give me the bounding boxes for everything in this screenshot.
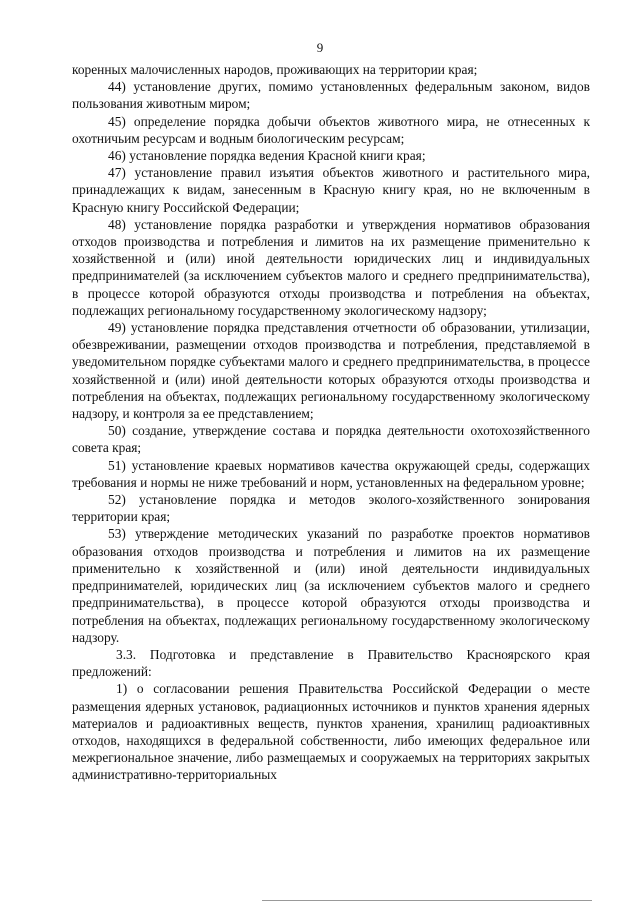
- section-heading-3-3: 3.3. Подготовка и представление в Правительство Красноярского края предложений:: [72, 646, 590, 680]
- list-item-48: 48) установление порядка разработки и утверждения нормативов образования отходов производства и потребления и лимитов на их размещение применительно к хозяйственной и (или) иной деятельности юридических лиц и индивидуальных предпринимателей (за исключением субъектов малого и среднего предпринимательства), в процессе которой образуются отходы производства и потребления на объектах, подлежащих региональному государственному экологическому надзору;: [72, 216, 590, 318]
- list-item-49: 49) установление порядка представления отчетности об образовании, утилизации, обезвреживании, размещении отходов производства и потребления, представляемой в уведомительном порядке субъектами малого и среднего предпринимательства, в процессе хозяйственной и (или) иной деятельности которых образуются отходы производства и потребления на объектах, подлежащих региональному государственному экологическому надзору, и контроля за ее представлением;: [72, 320, 590, 422]
- list-item-50: 50) создание, утверждение состава и порядка деятельности охотохозяйственного совета края;: [72, 423, 590, 456]
- list-item-44: 44) установление других, помимо установленных федеральным законом, видов пользования животным миром;: [72, 79, 590, 112]
- page-number: 9: [316, 40, 324, 55]
- scan-edge-line: [262, 900, 592, 901]
- list-item-46: 46) установление порядка ведения Красной книги края;: [108, 148, 426, 164]
- list-item-51: 51) установление краевых нормативов качества окружающей среды, содержащих требования и нормы не ниже требований и норм, установленных на федеральном уровне;: [72, 457, 590, 490]
- list-item-52: 52) установление порядка и методов эколого-хозяйственного зонирования территории края;: [72, 492, 590, 525]
- list-item-45: 45) определение порядка добычи объектов животного мира, не отнесенных к охотничьим ресурсам и водным биологическим ресурсам;: [72, 113, 590, 146]
- list-item-53: 53) утверждение методических указаний по разработке проектов нормативов образования отходов производства и потребления и лимитов на их размещение применительно к хозяйственной и (или) иной деятельности индивидуальных предпринимателей, юридических лиц (за исключением субъектов малого и среднего предпринимательства), в процессе которой образуются отходы производства и потребления на объектах, подлежащих региональному государственному экологическому надзору.: [72, 526, 590, 645]
- paragraph: коренных малочисленных народов, проживающих на территории края;: [72, 62, 478, 77]
- list-item-47: 47) установление правил изъятия объектов животного и растительного мира, принадлежащих к видам, занесенным в Красную книгу края, но не включенным в Красную книгу Российской Федерации;: [72, 165, 590, 215]
- list-item-1: 1) о согласовании решения Правительства Российской Федерации о месте размещения ядерных установок, радиационных источников и пунктов хранения ядерных материалов и радиоактивных веществ, пунктов хранения, хранилищ радиоактивных отходов, находящихся в федеральной собственности, либо имеющих федеральное или межрегиональное значение, либо размещаемых и сооружаемых на территориях закрытых административно-территориальных: [72, 681, 590, 783]
- document-body: [72, 61, 590, 784]
